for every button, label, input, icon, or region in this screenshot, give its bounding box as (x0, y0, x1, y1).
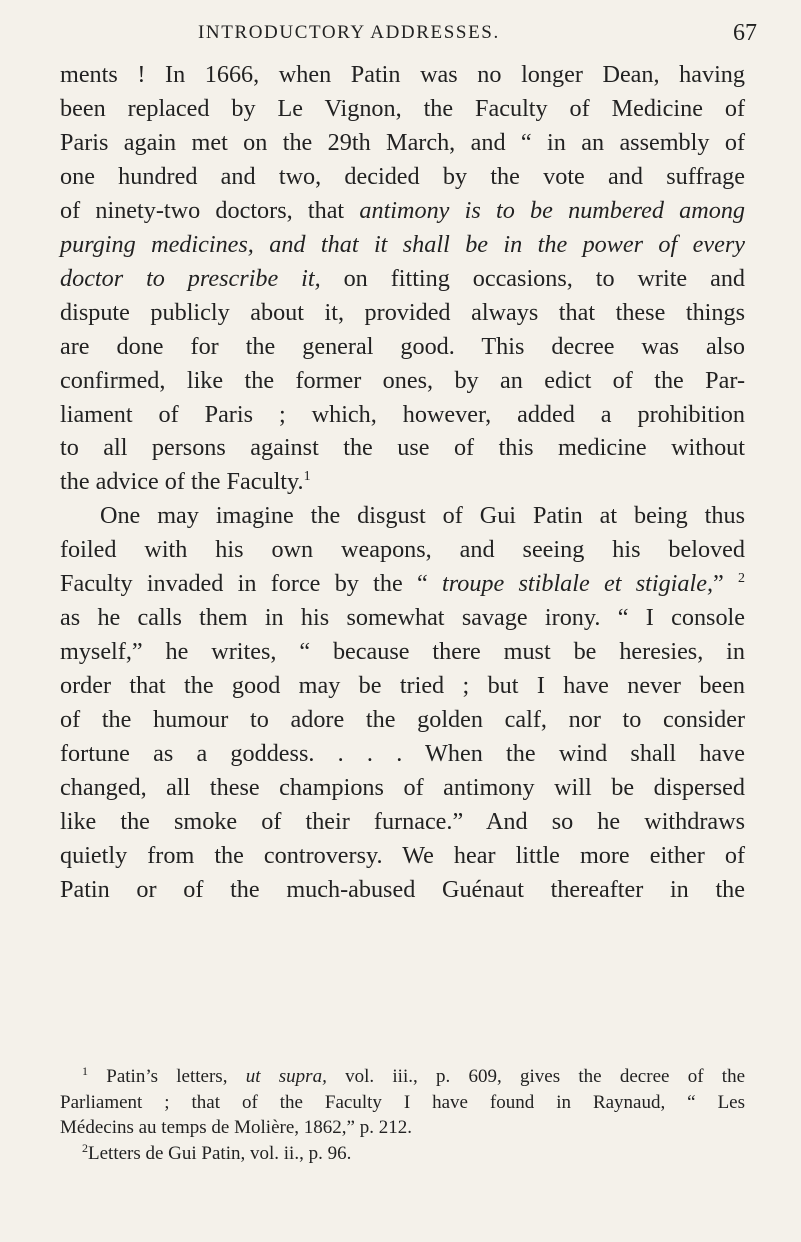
italic-phrase: purging medicines, and that it shall be in the power of every (60, 230, 745, 258)
page-number: 67 (733, 20, 757, 46)
footnote-ref: 2 (738, 571, 746, 587)
text-line: liament of Paris ; which, however, added a prohibition (60, 400, 745, 428)
italic-phrase: troupe stiblale et stigiale, (441, 570, 713, 598)
italic-phrase: antimony is to be numbered among (359, 196, 746, 224)
text-line: myself,” he writes, “ because there must be heresies, in (60, 638, 745, 666)
footnote-line: Médecins au temps de Molière, 1862,” p. 212. (60, 1117, 412, 1138)
page-header (0, 18, 801, 54)
text-line: One may imagine the disgust of Gui Patin at being thus (100, 502, 745, 530)
text-line: the advice of the Faculty.$^1$ (60, 468, 311, 496)
text-line: Faculty invaded in force by the “ troupe stiblale et stigiale,” $^2$ (60, 570, 746, 598)
text-line: dispute publicly about it, provided always that these things (60, 298, 745, 326)
body-text (60, 58, 745, 907)
text-line: fortune as a goddess. . . . When the wind shall have (60, 740, 745, 768)
text-line: one hundred and two, decided by the vote and suffrage (60, 162, 745, 190)
text-line: of the humour to adore the golden calf, nor to consider (60, 706, 745, 734)
text-line: of ninety-two doctors, that antimony is to be numbered among (60, 196, 746, 224)
italic-phrase: doctor to prescribe it, (60, 264, 321, 292)
footnote-line: Parliament ; that of the Faculty I have found in Raynaud, “ Les (60, 1091, 745, 1113)
footnotes (60, 1064, 745, 1166)
text-line: order that the good may be tried ; but I have never been (60, 672, 745, 700)
italic-phrase: ut supra, (245, 1066, 327, 1087)
footnote-line: $^1$ Patin’s letters, ut supra, vol. iii., p. 609, gives the decree of the (82, 1064, 746, 1087)
running-head: INTRODUCTORY ADDRESSES. (198, 22, 500, 43)
footnote-marker: 1 (82, 1064, 88, 1078)
text-line: to all persons against the use of this medicine without (60, 434, 745, 462)
footnote-ref: 1 (303, 469, 311, 485)
text-line (60, 228, 745, 262)
text-line: like the smoke of their furnace.” And so he withdraws (60, 807, 745, 835)
text-line: Patin or of the much-abused Guénaut thereafter in the (60, 875, 745, 903)
text-line: been replaced by Le Vignon, the Faculty of Medicine of (60, 94, 745, 122)
text-line: ments ! In 1666, when Patin was no longer Dean, having (60, 61, 745, 88)
text-line: are done for the general good. This decree was also (60, 332, 745, 360)
text-line: doctor to prescribe it, on fitting occasions, to write and (60, 264, 746, 292)
footnote-marker: 2 (82, 1140, 88, 1155)
text-line: foiled with his own weapons, and seeing his beloved (60, 536, 745, 564)
footnote-line: $^2$Letters de Gui Patin, vol. ii., p. 96. (82, 1140, 352, 1164)
text-line: confirmed, like the former ones, by an edict of the Par- (60, 366, 745, 394)
text-line: as he calls them in his somewhat savage irony. “ I console (60, 604, 745, 632)
text-line: changed, all these champions of antimony will be dispersed (60, 774, 745, 802)
text-line: quietly from the controversy. We hear little more either of (60, 841, 745, 869)
text-line: Paris again met on the 29th March, and “ in an assembly of (60, 128, 745, 156)
